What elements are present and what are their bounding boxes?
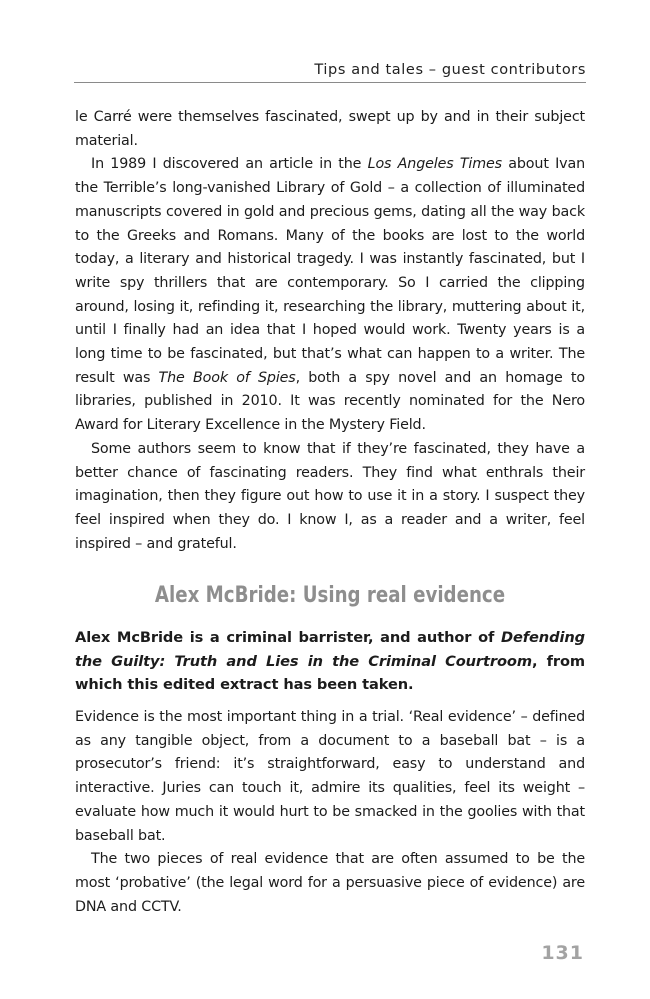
- paragraph-text: , both a spy novel and an homage to libraries, published in 2010. It was recently nominated for the Nero Award for Literary Excellence in the Mystery Field.: [75, 369, 585, 434]
- book-title: Defending the Guilty: Truth and Lies in the Criminal Courtroom: [75, 629, 585, 670]
- paragraph-text: Evidence is the most important thing in a trial. ‘Real evidence’ – defined as any tangible object, from a document to a baseball bat – is a prosecutor’s friend: it’s straightforward, easy to understand and interactive. Juries can touch it, admire its qualities, feel its weight – evaluate how much it would hurt to be smacked in the goolies with that baseball bat.: [75, 709, 585, 844]
- intro-text: , from which this edited extract has been taken.: [75, 652, 585, 693]
- section1-text: [75, 106, 585, 556]
- section2-text: [75, 706, 585, 919]
- paragraph-evidence: [75, 706, 585, 848]
- running-head: Tips and tales – guest contributors: [314, 62, 586, 78]
- paragraph-text: The two pieces of real evidence that are often assumed to be the most ‘probative’ (the legal word for a persuasive piece of evidence) are DNA and CCTV.: [75, 851, 585, 915]
- newspaper-title: Los Angeles Times: [367, 156, 502, 173]
- author-intro: [75, 626, 585, 697]
- paragraph-text: Some authors seem to know that if they’re fascinated, they have a better chance of fascinating readers. They find what enthrals their imagination, then they figure out how to use it in a story. I suspect they feel inspired when they do. I know I, as a reader and a writer, feel inspired – and grateful.: [75, 440, 585, 552]
- paragraph-dna-cctv: [75, 848, 585, 919]
- paragraph-text: In 1989 I discovered an article in the: [91, 156, 368, 173]
- paragraph-continued: [75, 106, 585, 153]
- paragraph-text: about Ivan the Terrible’s long-vanished Library of Gold – a collection of illuminated manuscripts covered in gold and precious gems, dating all the way back to the Greeks and Romans. Many of the books are lost to the world today, a literary and historical tragedy. I was instantly fascinated, but I write spy thrillers that are contemporary. So I carried the clipping around, losing it, refinding it, researching the library, muttering about it, until I finally had an idea that I hoped would work. Twenty years is a long time to be fascinated, but that’s what can happen to a writer. The result was: [75, 156, 585, 386]
- page-number: 131: [541, 942, 584, 964]
- header-rule: [74, 82, 586, 83]
- paragraph-library-of-gold: [75, 153, 585, 437]
- paragraph-text: le Carré were themselves fascinated, swept up by and in their subject material.: [75, 109, 585, 149]
- paragraph-fascinating-readers: [75, 438, 585, 557]
- section-heading: Alex McBride: Using real evidence: [154, 583, 506, 608]
- intro-text: Alex McBride is a criminal barrister, and author of: [75, 629, 501, 646]
- book-title: The Book of Spies: [158, 369, 296, 386]
